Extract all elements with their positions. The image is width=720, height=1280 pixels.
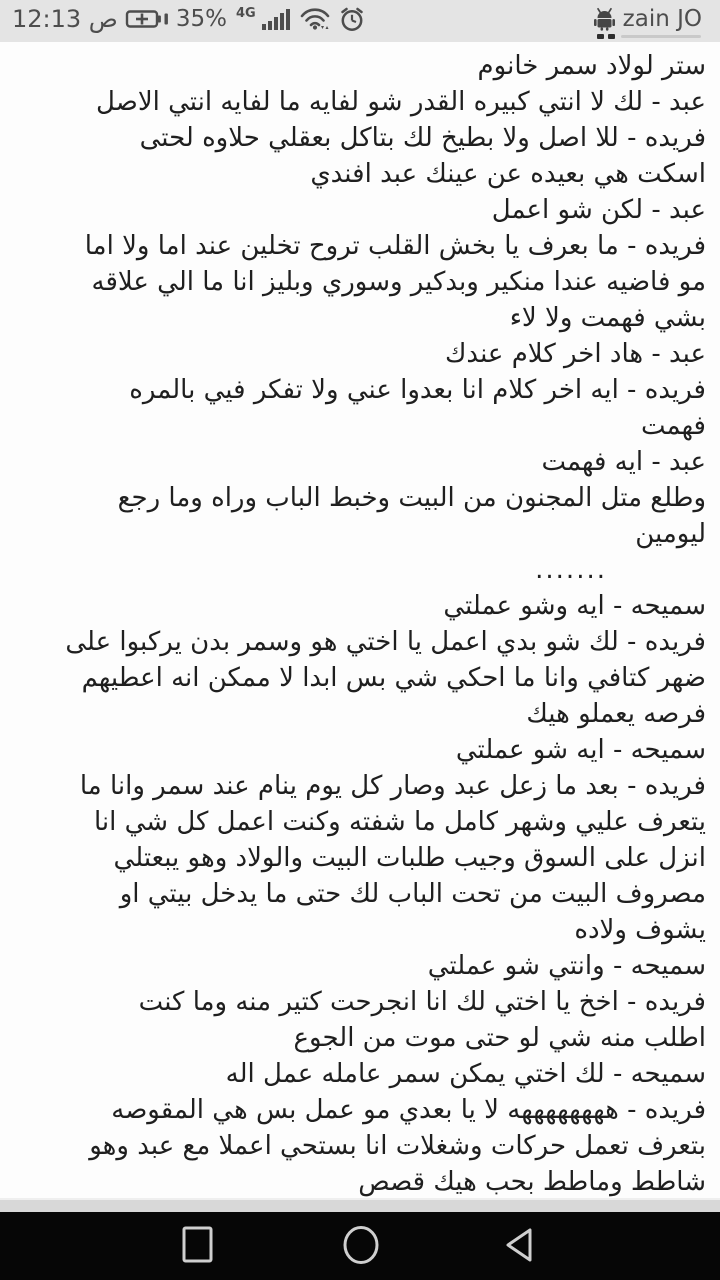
- text-line: سميحه - وانتي شو عملتي: [427, 951, 706, 981]
- text-line: ستر لولاد سمر خانوم: [477, 51, 706, 81]
- text-line: عبد - هاد اخر كلام عندك: [445, 339, 706, 369]
- text-line: يتعرف عليي وشهر كامل ما شفته وكنت اعمل كل شي انا: [93, 807, 706, 837]
- carrier-name: zain JO: [622, 6, 702, 32]
- text-line: فريده - ما بعرف يا بخش القلب تروح تخلين عند اما ولا اما: [84, 231, 706, 261]
- text-line: عبد - ايه فهمت: [541, 447, 706, 477]
- text-line: فرصه يعملو هيك: [526, 699, 706, 729]
- text-line: شاطط وماطط بحب هيك قصص: [358, 1167, 706, 1197]
- text-line: فهمت: [641, 411, 706, 441]
- signal-bars-icon: [260, 6, 292, 32]
- text-line: سميحه - ايه شو عملتي: [455, 735, 706, 765]
- text-line: عبد - لك لا انتي كبيره القدر شو لفايه ما لفايه انتي الاصل: [96, 87, 706, 117]
- text-line: يشوف ولاده: [574, 915, 706, 945]
- home-button[interactable]: [339, 1225, 383, 1269]
- home-icon: [341, 1224, 381, 1270]
- text-line: انزل على السوق وجيب طلبات البيت والولاد وهو يبعتلي: [113, 843, 706, 873]
- clock-time: ص 12:13: [12, 5, 118, 33]
- text-line: فريده - اخخ يا اختي لك انا انجرحت كتير منه وما كنت: [138, 987, 706, 1017]
- recents-button[interactable]: [176, 1225, 220, 1269]
- battery-charging-icon: [125, 7, 169, 31]
- text-line: فريده - ايه اخر كلام انا بعدوا عني ولا تفكر فيي بالمره: [129, 375, 706, 405]
- text-line: بتعرف تعمل حركات وشغلات انا بستحي اعملا مع عبد وهو: [89, 1131, 706, 1161]
- wifi-icon: [299, 6, 331, 32]
- text-line: .......: [535, 555, 607, 585]
- text-line: اطلب منه شي لو حتى موت من الجوع: [293, 1023, 706, 1053]
- text-line: مو فاضيه عندا منكير وبدكير وسوري وبليز انا ما الي علاقه: [91, 267, 706, 297]
- text-line: فريده - لك شو بدي اعمل يا اختي هو وسمر بدن يركبوا على: [65, 627, 706, 657]
- network-type-badge: 4G: [235, 5, 256, 21]
- clipped-line-fragment: [596, 34, 708, 41]
- text-line: بشي فهمت ولا لاء: [509, 303, 706, 333]
- text-line: فريده - بعد ما زعل عبد وصار كل يوم ينام عند سمر وانا ما: [79, 771, 706, 801]
- text-line: اسكت هي بعيده عن عينك عبد افندي: [310, 159, 706, 189]
- recents-icon: [180, 1224, 216, 1270]
- text-line: سميحه - لك اختي يمكن سمر عامله عمل اله: [225, 1059, 706, 1089]
- content-bottom-strip: [0, 1198, 720, 1212]
- battery-percent: 35%: [175, 6, 227, 32]
- back-button[interactable]: [498, 1225, 542, 1269]
- text-line: وطلع متل المجنون من البيت وخبط الباب وراه وما رجع: [117, 483, 706, 513]
- alarm-icon: [338, 6, 366, 33]
- status-left-cluster: [12, 5, 366, 33]
- android-icon: [593, 7, 616, 31]
- text-line: ليومين: [635, 519, 706, 549]
- status-right-cluster: [593, 6, 702, 32]
- text-line: فريده - ههههههههه لا يا بعدي مو عمل بس هي المقوصه: [111, 1095, 706, 1125]
- text-line: عبد - لكن شو اعمل: [491, 195, 706, 225]
- back-icon: [502, 1224, 538, 1270]
- text-line: سميحه - ايه وشو عملتي: [443, 591, 706, 621]
- text-line: مصروف البيت من تحت الباب لك حتى ما يدخل بيتي او: [119, 879, 706, 909]
- transcript: [0, 42, 720, 1198]
- navigation-bar: [0, 1212, 720, 1280]
- text-line: ضهر كتافي وانا ما احكي شي بس ابدا لا ممكن انه اعطيهم: [81, 663, 706, 693]
- text-line: فريده - للا اصل ولا بطيخ لك بتاكل بعقلي حلاوه لحتى: [139, 123, 706, 153]
